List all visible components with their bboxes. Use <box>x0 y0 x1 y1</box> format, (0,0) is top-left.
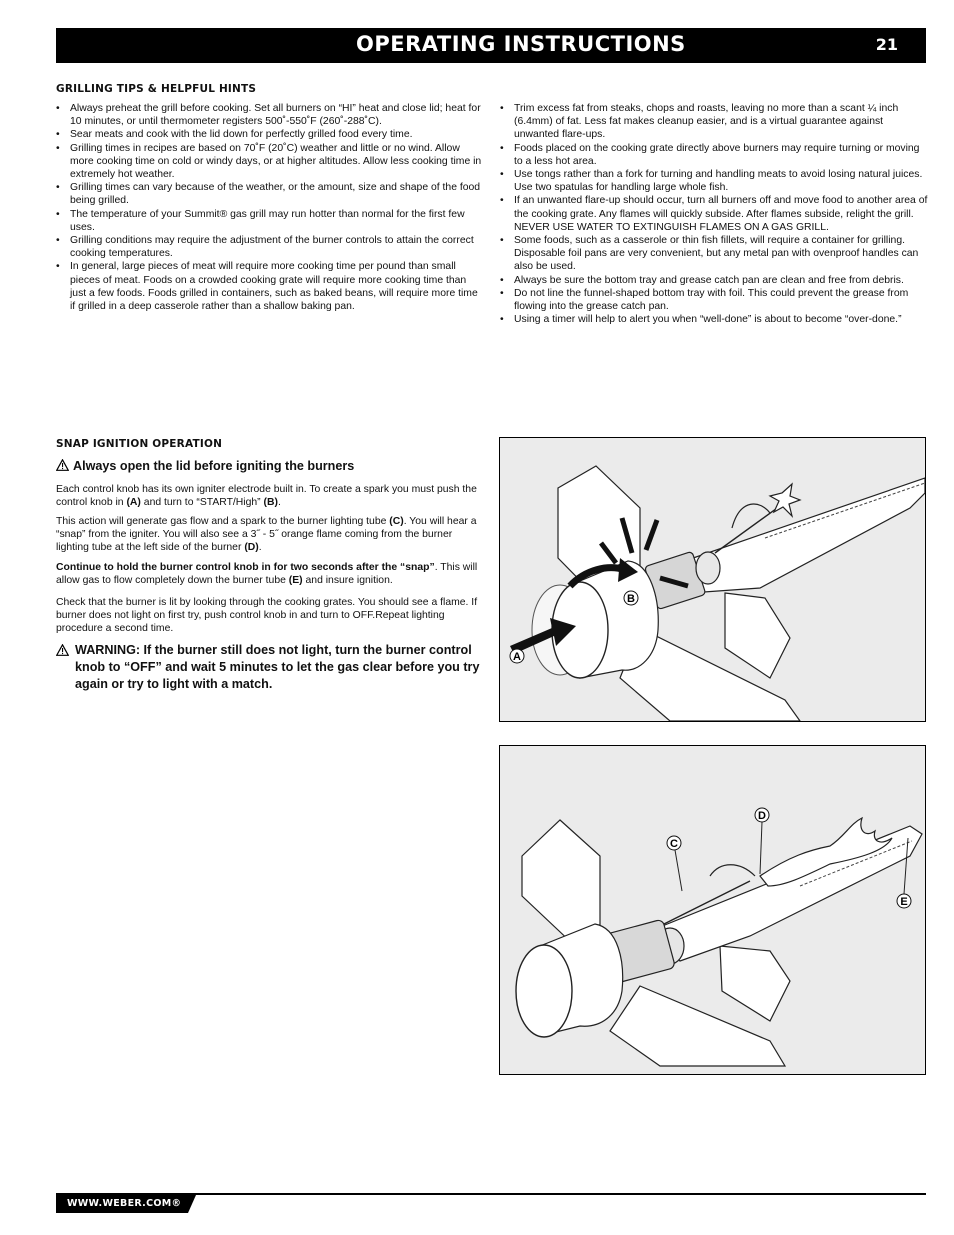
list-item: • Foods placed on the cooking grate directly above burners may require turning or moving to a less hot area. <box>500 142 928 168</box>
list-item: • If an unwanted flare-up should occur, turn all burners off and move food to another area of the cooking grate. Any flames will quickly subside. After flames subside, relight the grill. NEVER USE WATER TO EXTINGUISH FLAMES ON A GAS GRILL. <box>500 194 928 234</box>
list-item: • Use tongs rather than a fork for turning and handling meats to avoid losing natural juices. Use two spatulas for handling large whole fish. <box>500 168 928 194</box>
figure-burner-flame <box>499 745 926 1075</box>
paragraph-spark: Each control knob has its own igniter electrode built in. To create a spark you must push the control knob in (A) and turn to “START/High” (B). <box>56 484 477 509</box>
paragraph-gas-flow: This action will generate gas flow and a spark to the burner lighting tube (C). You will hear a “snap” from the igniter. You will also see a 3˝ - 5˝ orange flame coming from the burner lighting tube at the left side of the burner (D). <box>56 516 477 554</box>
warning-icon <box>56 459 69 471</box>
figure-knob-ignition <box>499 437 926 722</box>
caution-text: Always open the lid before igniting the burners <box>73 459 355 473</box>
list-item: • Grilling conditions may require the adjustment of the burner controls to attain the correct cooking temperatures. <box>56 234 484 260</box>
paragraph-hold-knob: Continue to hold the burner control knob in for two seconds after the “snap”. This will allow gas to flow completely down the burner tube (E) and insure ignition. <box>56 562 478 587</box>
warning-block <box>56 642 484 693</box>
callout-d: D <box>758 810 766 822</box>
list-item: • Do not line the funnel-shaped bottom tray with foil. This could prevent the grease from flowing into the grease catch pan. <box>500 287 928 313</box>
footer-url[interactable]: WWW.WEBER.COM® <box>67 1198 182 1209</box>
list-item: • Grilling times in recipes are based on 70˚F (20˚C) weather and little or no wind. Allow more cooking time on cold or windy days, or at higher altitudes. Allow less cooking time in extremely hot weather. <box>56 142 484 182</box>
list-item: • The temperature of your Summit® gas grill may run hotter than normal for the first few uses. <box>56 208 484 234</box>
callout-e: E <box>900 896 908 908</box>
callout-c: C <box>670 838 678 850</box>
list-item: • Always preheat the grill before cooking. Set all burners on “HI” heat and close lid; heat for 10 minutes, or until thermometer registers 500˚-550˚F (260˚-288˚C). <box>56 102 484 128</box>
callout-a: A <box>513 651 521 663</box>
snap-ignition-heading: SNAP IGNITION OPERATION <box>56 438 223 450</box>
list-item: • Always be sure the bottom tray and grease catch pan are clean and free from debris. <box>500 274 928 287</box>
list-item: • Grilling times can vary because of the weather, or the amount, size and shape of the food being grilled. <box>56 181 484 207</box>
list-item: • Some foods, such as a casserole or thin fish fillets, will require a container for grilling. Disposable foil pans are very convenient, but any metal pan with ovenproof handles can also be used. <box>500 234 928 274</box>
list-item: • Trim excess fat from steaks, chops and roasts, leaving no more than a scant ¼ inch (6.4mm) of fat. Less fat makes cleanup easier, and is a virtual guarantee against unwanted flare-ups. <box>500 102 928 142</box>
tips-list-left <box>56 102 484 313</box>
knob-ignition-illustration <box>500 438 925 721</box>
list-item: • In general, large pieces of meat will require more cooking time per pound than small pieces of meat. Foods on a crowded cooking grate will require more cooking time than just a few foods. Foods grilled in containers, such as baked beans, will require more time if grilled in a deep casserole rather than a shallow baking pan. <box>56 260 484 313</box>
page-title: OPERATING INSTRUCTIONS <box>356 32 686 56</box>
caution-line <box>56 458 354 475</box>
list-item: • Using a timer will help to alert you when “well-done” is about to become “over-done.” <box>500 313 928 326</box>
paragraph-check-burner: Check that the burner is lit by looking through the cooking grates. You should see a flame. If burner does not light on first try, push control knob in and turn to OFF.Repeat lighting procedure a second time. <box>56 597 478 635</box>
page-number: 21 <box>875 35 898 54</box>
callout-b: B <box>627 593 635 605</box>
header-bar <box>56 28 926 63</box>
grilling-tips-heading: GRILLING TIPS & HELPFUL HINTS <box>56 83 257 95</box>
tips-list-right <box>500 102 928 326</box>
list-item: • Sear meats and cook with the lid down for perfectly grilled food every time. <box>56 128 484 141</box>
warning-text: WARNING: If the burner still does not light, turn the burner control knob to “OFF” and wait 5 minutes to let the gas clear before you try again or try to light with a match. <box>75 643 480 691</box>
warning-icon <box>56 644 69 656</box>
burner-flame-illustration <box>500 746 925 1074</box>
